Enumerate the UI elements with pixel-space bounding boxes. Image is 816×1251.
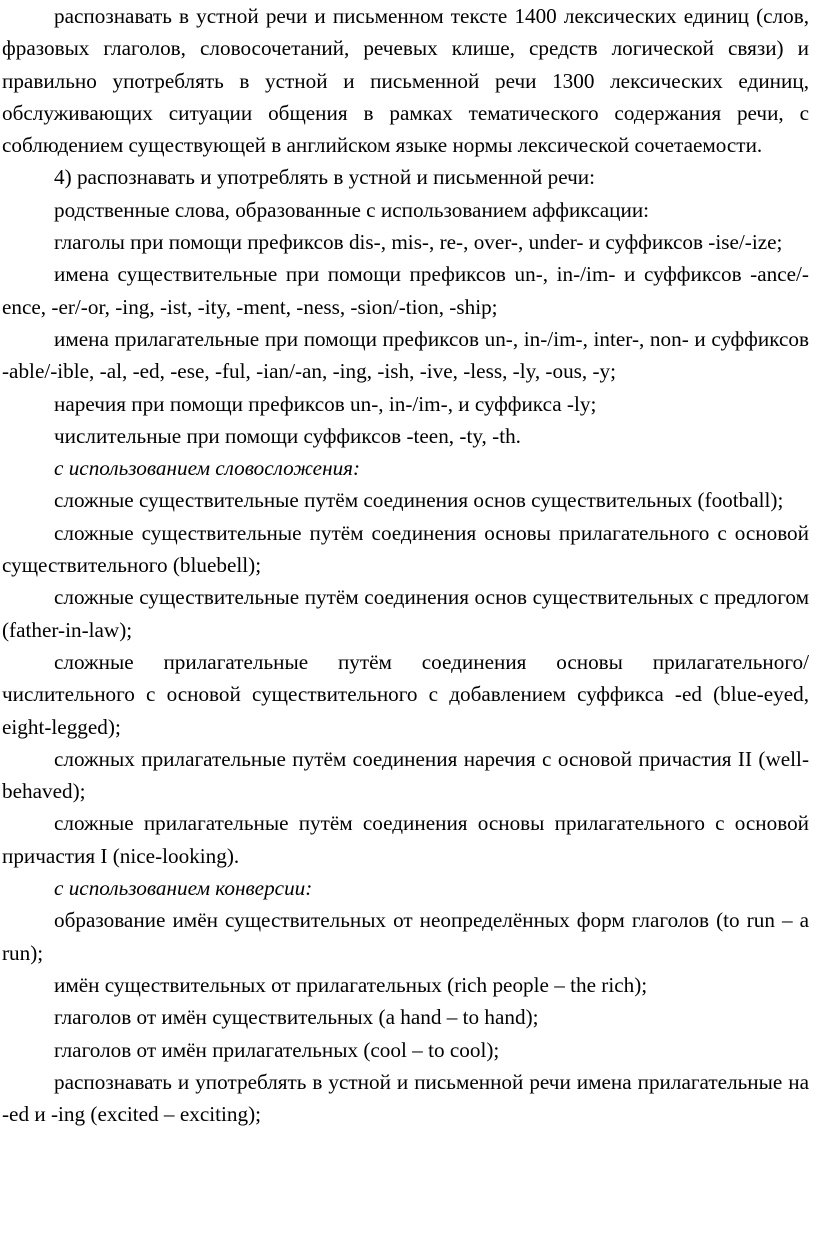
paragraph-item-4: 4) распознавать и употреблять в устной и письменной речи: — [54, 165, 595, 190]
paragraph-lexical-units: распознавать в устной речи и письменном тексте 1400 лексических единиц (слов, фразовых глаголов, словосочетаний, речевых клише, средств логической связи) и правильно употреблять в устной и письменной речи 1300 лексических единиц, обслуживающих ситуации общения в рамках тематического содержания речи, с соблюдением существующей в английском языке нормы лексической сочетаемости. — [2, 4, 809, 158]
paragraph-compound-adjectives-3: сложные прилагательные путём соединения основы прилагательного с основой причастия I (nice-looking). — [2, 811, 809, 868]
paragraph-verbs-prefixes: глаголы при помощи префиксов dis-, mis-, re-, over-, under- и суффиксов -ise/-ize; — [54, 230, 783, 255]
paragraph-conversion-3: глаголов от имён существительных (a hand – to hand); — [54, 1005, 539, 1030]
paragraph-compound-adjectives-2: сложных прилагательные путём соединения наречия с основой причастия II (well-behaved); — [2, 746, 809, 804]
paragraph-compound-nouns-3: сложные существительные путём соединения основ существительных с предлогом (father-in-law); — [2, 585, 809, 642]
paragraph-adjectives-affixes: имена прилагательные при помощи префиксов un-, in-/im-, inter-, non- и суффиксов -able/-ible, -al, -ed, -ese, -ful, -ian/-an, -ing, -ish, -ive, -less, -ly, -ous, -y; — [2, 326, 809, 384]
paragraph-nouns-affixes: имена существительные при помощи префиксов un-, in-/im- и суффиксов -ance/-ence, -er/-or, -ing, -ist, -ity, -ment, -ness, -sion/-tion, -ship; — [2, 262, 809, 319]
paragraph-compound-adjectives-1: сложные прилагательные путём соединения основы прилагательного/числительного с основой существительного с добавлением суффикса -ed (blue-eyed, eight-legged); — [2, 649, 809, 739]
paragraph-numerals-suffixes: числительные при помощи суффиксов -teen, -ty, -th. — [54, 423, 521, 448]
paragraph-adverbs-affixes: наречия при помощи префиксов un-, in-/im-, и суффикса -ly; — [54, 391, 597, 416]
paragraph-compound-nouns-2: сложные существительные путём соединения основы прилагательного с основой существительного (bluebell); — [2, 520, 809, 578]
paragraph-compound-nouns-1: сложные существительные путём соединения основ существительных (football); — [54, 488, 784, 513]
paragraph-conversion-4: глаголов от имён прилагательных (cool – to cool); — [54, 1037, 500, 1062]
paragraph-conversion-1: образование имён существительных от неопределённых форм глаголов (to run – a run); — [2, 908, 809, 965]
paragraph-ed-ing-adjectives: распознавать и употреблять в устной и письменной речи имена прилагательные на -ed и -ing (excited – exciting); — [2, 1069, 809, 1127]
heading-conversion: с использованием конверсии: — [54, 876, 313, 901]
paragraph-affixation-intro: родственные слова, образованные с использованием аффиксации: — [54, 197, 650, 222]
heading-compounding: с использованием словосложения: — [54, 456, 361, 481]
paragraph-conversion-2: имён существительных от прилагательных (rich people – the rich); — [54, 972, 648, 997]
